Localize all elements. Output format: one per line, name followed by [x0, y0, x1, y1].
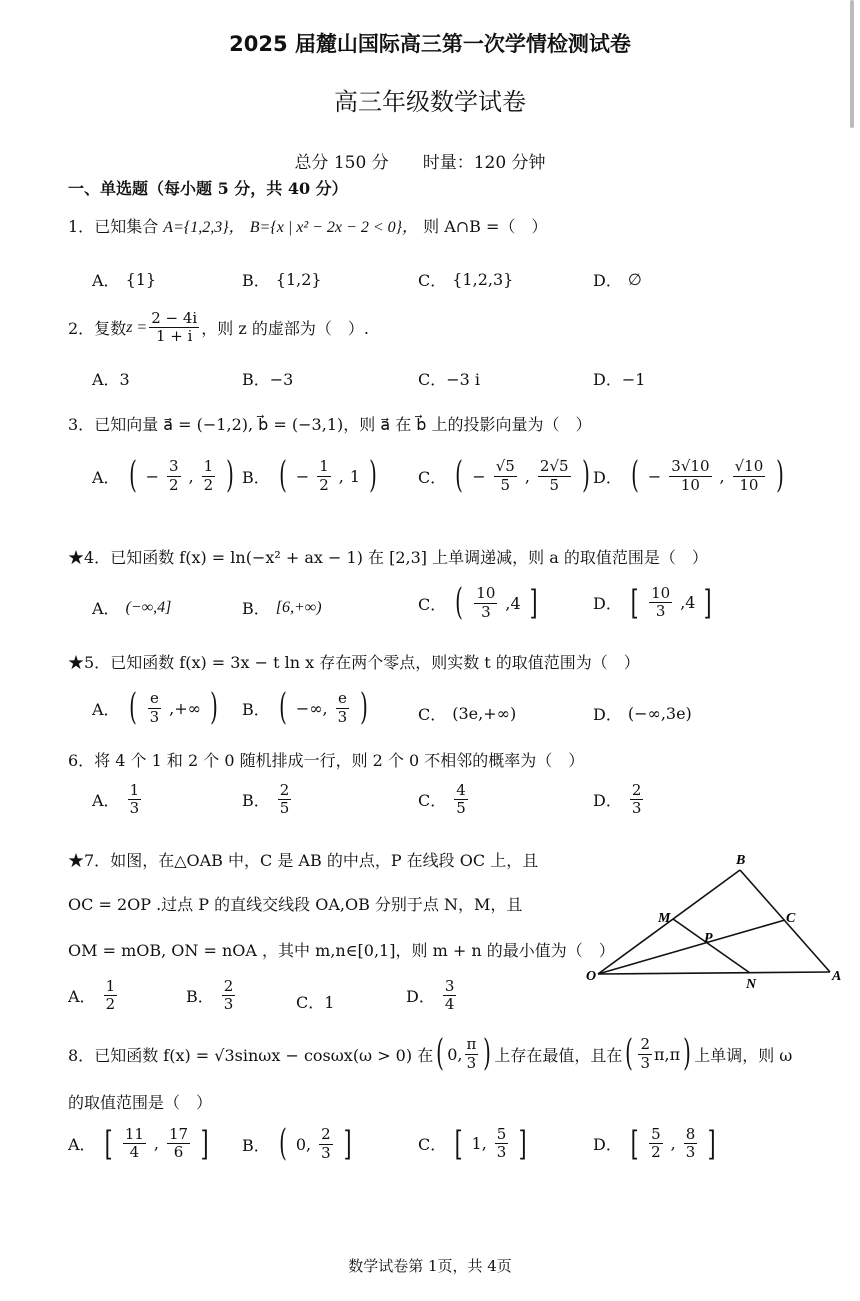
q3-option-c: C． ( − $\frac{√5}{5}$ , $\frac{2√5}{5}$ ) [418, 455, 590, 496]
question-7-line2: OC = 2OP .过点 P 的直线交线段 OA,OB 分别于点 N，M，且 [68, 895, 523, 914]
segment-ab [740, 870, 830, 972]
q2-option-c: C．−3 i [418, 370, 481, 389]
question-4: ★4．已知函数 f(x) = ln(−x² + ax − 1) 在 [2,3] 上单调递减，则 a 的取值范围是（ ） [68, 548, 708, 567]
page-footer: 数学试卷第 1页，共 4页 [348, 1257, 512, 1275]
label-p: P [704, 931, 713, 946]
q2-option-b: B．−3 [242, 370, 294, 389]
exam-subtitle: 高三年级数学试卷 [334, 88, 526, 116]
question-7-line3: OM = mOB, ON = nOA ，其中 m,n∈[0,1]，则 m + n 的最小值为（ ） [68, 941, 615, 960]
q6-option-c: C． $\frac{4}{5}$ [418, 781, 466, 818]
q2-option-d: D．−1 [593, 370, 646, 389]
q1-option-a: A． {1} [92, 270, 157, 290]
q1-set-b: B={x | x² − 2x − 2 < 0}， [249, 219, 419, 236]
label-b: B [736, 853, 746, 868]
q8-option-c: C． [ 1, $\frac{5}{3}$ ] [418, 1123, 527, 1164]
label-o: O [586, 969, 597, 984]
q1-set-a: A={1,2,3}， [163, 219, 245, 236]
q8-option-d: D． [ $\frac{5}{2}$ , $\frac{8}{3}$ ] [593, 1123, 716, 1164]
q8-option-a: A． [ $\frac{11}{4}$ , $\frac{17}{6}$ ] [68, 1123, 209, 1164]
q1-option-b: B． {1,2} [242, 270, 322, 290]
question-7-line1: ★7．如图，在△OAB 中，C 是 AB 的中点，P 在线段 OC 上，且 [68, 851, 539, 870]
q4-option-a: A． (−∞,4] [92, 598, 172, 618]
question-5: ★5．已知函数 f(x) = 3x − t ln x 存在两个零点，则实数 t 的取值范围为（ ） [68, 653, 640, 672]
question-8-line1: 8． 已知函数 f(x) = √3sinωx − cosωx(ω > 0) 在 ( 0, $\frac{\pi}{3}$ ) 上存在最值，且在 ( $\frac{2}{3}$ π,π ) 上单调，则 ω [68, 1033, 793, 1074]
q5-option-b: B． ( −∞, $\frac{e}{3}$ ) [242, 687, 369, 728]
q1-option-d: D． ∅ [593, 270, 642, 290]
segment-oa [598, 972, 830, 974]
q7-option-a: A． $\frac{1}{2}$ [68, 977, 116, 1014]
exam-title: 2025 届麓山国际高三第一次学情检测试卷 [229, 32, 631, 56]
label-m: M [658, 911, 671, 926]
question-1 [68, 214, 547, 237]
exam-info: 总分 150 分 时量：120 分钟 [294, 153, 546, 173]
section-heading: 一、单选题（每小题 5 分，共 40 分） [68, 179, 348, 198]
q3-option-b: B． ( − $\frac{1}{2}$ , 1 ) [242, 455, 377, 496]
triangle-figure [580, 850, 850, 995]
q1-number: 1． [68, 217, 95, 236]
q4-option-d: D． [ $\frac{10}{3}$ ,4 ] [593, 582, 713, 623]
q2-fraction: $\frac{2 - 4i}{1 + i}$ [151, 309, 198, 346]
q6-option-a: A． $\frac{1}{3}$ [92, 781, 140, 818]
q5-option-d: D． (−∞,3e) [593, 704, 692, 724]
question-6: 6．将 4 个 1 和 2 个 0 随机排成一行，则 2 个 0 不相邻的概率为（ ） [68, 751, 585, 770]
segment-oc [598, 920, 785, 974]
q4-option-b: B． [6,+∞) [242, 598, 322, 618]
label-c: C [786, 911, 796, 926]
q8-option-b: B． ( 0, $\frac{2}{3}$ ] [242, 1123, 352, 1164]
label-a: A [832, 969, 842, 984]
question-2: 2． 复数 z = $\frac{2 - 4i}{1 + i}$ ，则 z 的虚部为（ ）. [68, 309, 369, 346]
q1-tail: 则 A∩B =（ ） [423, 217, 548, 236]
q7-option-b: B． $\frac{2}{3}$ [186, 977, 234, 1014]
label-n: N [746, 977, 757, 992]
question-8-line2: 的取值范围是（ ） [68, 1093, 213, 1112]
q6-option-d: D． $\frac{2}{3}$ [593, 781, 642, 818]
q2-option-a: A．3 [92, 370, 130, 389]
q7-option-d: D． $\frac{3}{4}$ [406, 977, 455, 1014]
q6-option-b: B． $\frac{2}{5}$ [242, 781, 290, 818]
q5-option-a: A． ( $\frac{e}{3}$ ,+∞ ) [92, 687, 218, 728]
q1-option-c: C． {1,2,3} [418, 270, 514, 290]
q5-option-c: C． (3e,+∞) [418, 704, 517, 724]
q1-text: 已知集合 [94, 217, 159, 236]
q3-option-a: A． ( − $\frac{3}{2}$ , $\frac{1}{2}$ ) [92, 455, 235, 496]
q3-option-d: D． ( − $\frac{3√10}{10}$ , $\frac{√10}{10}$ ) [593, 455, 785, 496]
q4-option-c: C． ( $\frac{10}{3}$ ,4 ] [418, 582, 538, 623]
question-3: 3．已知向量 a⃗ = (−1,2), b⃗ = (−3,1)，则 a⃗ 在 b⃗ 上的投影向量为（ ） [68, 415, 592, 434]
segment-mn [673, 919, 750, 973]
q7-option-c: C．1 [296, 993, 335, 1012]
